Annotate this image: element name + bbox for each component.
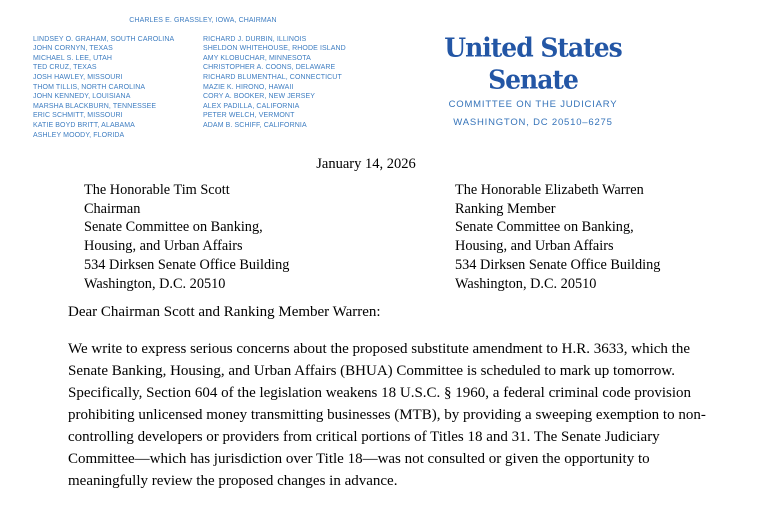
member-name: ADAM B. SCHIFF, CALIFORNIA — [203, 121, 307, 129]
committee-name: COMMITTEE ON THE JUDICIARY — [448, 99, 618, 110]
member-name: THOM TILLIS, NORTH CAROLINA — [33, 83, 146, 91]
member-name: SHELDON WHITEHOUSE, RHODE ISLAND — [203, 45, 346, 53]
recipient-address-line: Washington, D.C. 20510 — [84, 275, 226, 292]
member-name: ASHLEY MOODY, FLORIDA — [33, 131, 125, 139]
member-name: LINDSEY O. GRAHAM, SOUTH CAROLINA — [33, 35, 175, 43]
member-name: MAZIE K. HIRONO, HAWAII — [203, 83, 294, 91]
recipient-block-chairman — [84, 181, 289, 293]
member-name: CORY A. BOOKER, NEW JERSEY — [203, 93, 316, 101]
recipient-address-line: Housing, and Urban Affairs — [84, 238, 243, 255]
member-name: JOHN CORNYN, TEXAS — [33, 45, 113, 53]
member-name: CHRISTOPHER A. COONS, DELAWARE — [203, 64, 336, 72]
committee-address: WASHINGTON, DC 20510–6275 — [453, 117, 613, 128]
members-right-column — [203, 35, 373, 141]
members-left-column — [33, 35, 203, 141]
salutation: Dear Chairman Scott and Ranking Member Warren: — [68, 304, 381, 320]
letter-date: January 14, 2026 — [316, 156, 416, 172]
recipient-address-line: Chairman — [84, 200, 141, 217]
committee-wordmark-block — [402, 34, 664, 128]
member-name: AMY KLOBUCHAR, MINNESOTA — [203, 54, 311, 62]
recipient-address-line: The Honorable Tim Scott — [84, 182, 230, 198]
recipient-address-line: The Honorable Elizabeth Warren — [455, 182, 644, 198]
recipient-address-line: 534 Dirksen Senate Office Building — [455, 256, 661, 273]
recipient-address-line: Senate Committee on Banking, — [84, 219, 263, 236]
chairman-line: CHARLES E. GRASSLEY, IOWA, CHAIRMAN — [129, 17, 277, 24]
recipient-address-line: Housing, and Urban Affairs — [455, 238, 614, 255]
member-name: JOHN KENNEDY, LOUISIANA — [33, 93, 131, 101]
member-name: ALEX PADILLA, CALIFORNIA — [203, 102, 300, 110]
recipient-address-line: Ranking Member — [455, 200, 556, 217]
member-name: RICHARD J. DURBIN, ILLINOIS — [203, 35, 307, 43]
member-name: RICHARD BLUMENTHAL, CONNECTICUT — [203, 73, 342, 81]
recipient-address-line: 534 Dirksen Senate Office Building — [84, 256, 290, 273]
member-name: PETER WELCH, VERMONT — [203, 112, 295, 120]
member-name: KATIE BOYD BRITT, ALABAMA — [33, 121, 135, 129]
recipient-block-ranking-member — [455, 181, 660, 293]
body-paragraph: We write to express serious concerns about the proposed substitute amendment to H.R. 3633, which the Senate Banking, Housing, and Urban Affairs (BHUA) Committee is scheduled to mark up tomorrow. Specifically, Section 604 of the legislation weakens 18 U.S.C. § 1960, a federal criminal code provision prohibiting unlicensed money transmitting businesses (MTB), by providing a sweeping exemption to non-controlling developers or providers from critical portions of Titles 18 and 31. The Senate Judiciary Committee—which has jurisdiction over Title 18—was not consulted or given the opportunity to meaningfully review the proposed changes in advance. — [68, 341, 706, 489]
member-name: MARSHA BLACKBURN, TENNESSEE — [33, 102, 157, 110]
member-name: MICHAEL S. LEE, UTAH — [33, 54, 113, 62]
letterhead-member-roster — [33, 16, 373, 140]
recipient-address-line: Senate Committee on Banking, — [455, 219, 634, 236]
member-name: JOSH HAWLEY, MISSOURI — [33, 73, 123, 81]
member-name: ERIC SCHMITT, MISSOURI — [33, 112, 123, 120]
senate-wordmark: United States Senate — [444, 32, 622, 95]
member-name: TED CRUZ, TEXAS — [33, 64, 97, 72]
member-columns — [33, 35, 373, 141]
recipient-address-line: Washington, D.C. 20510 — [455, 275, 597, 292]
